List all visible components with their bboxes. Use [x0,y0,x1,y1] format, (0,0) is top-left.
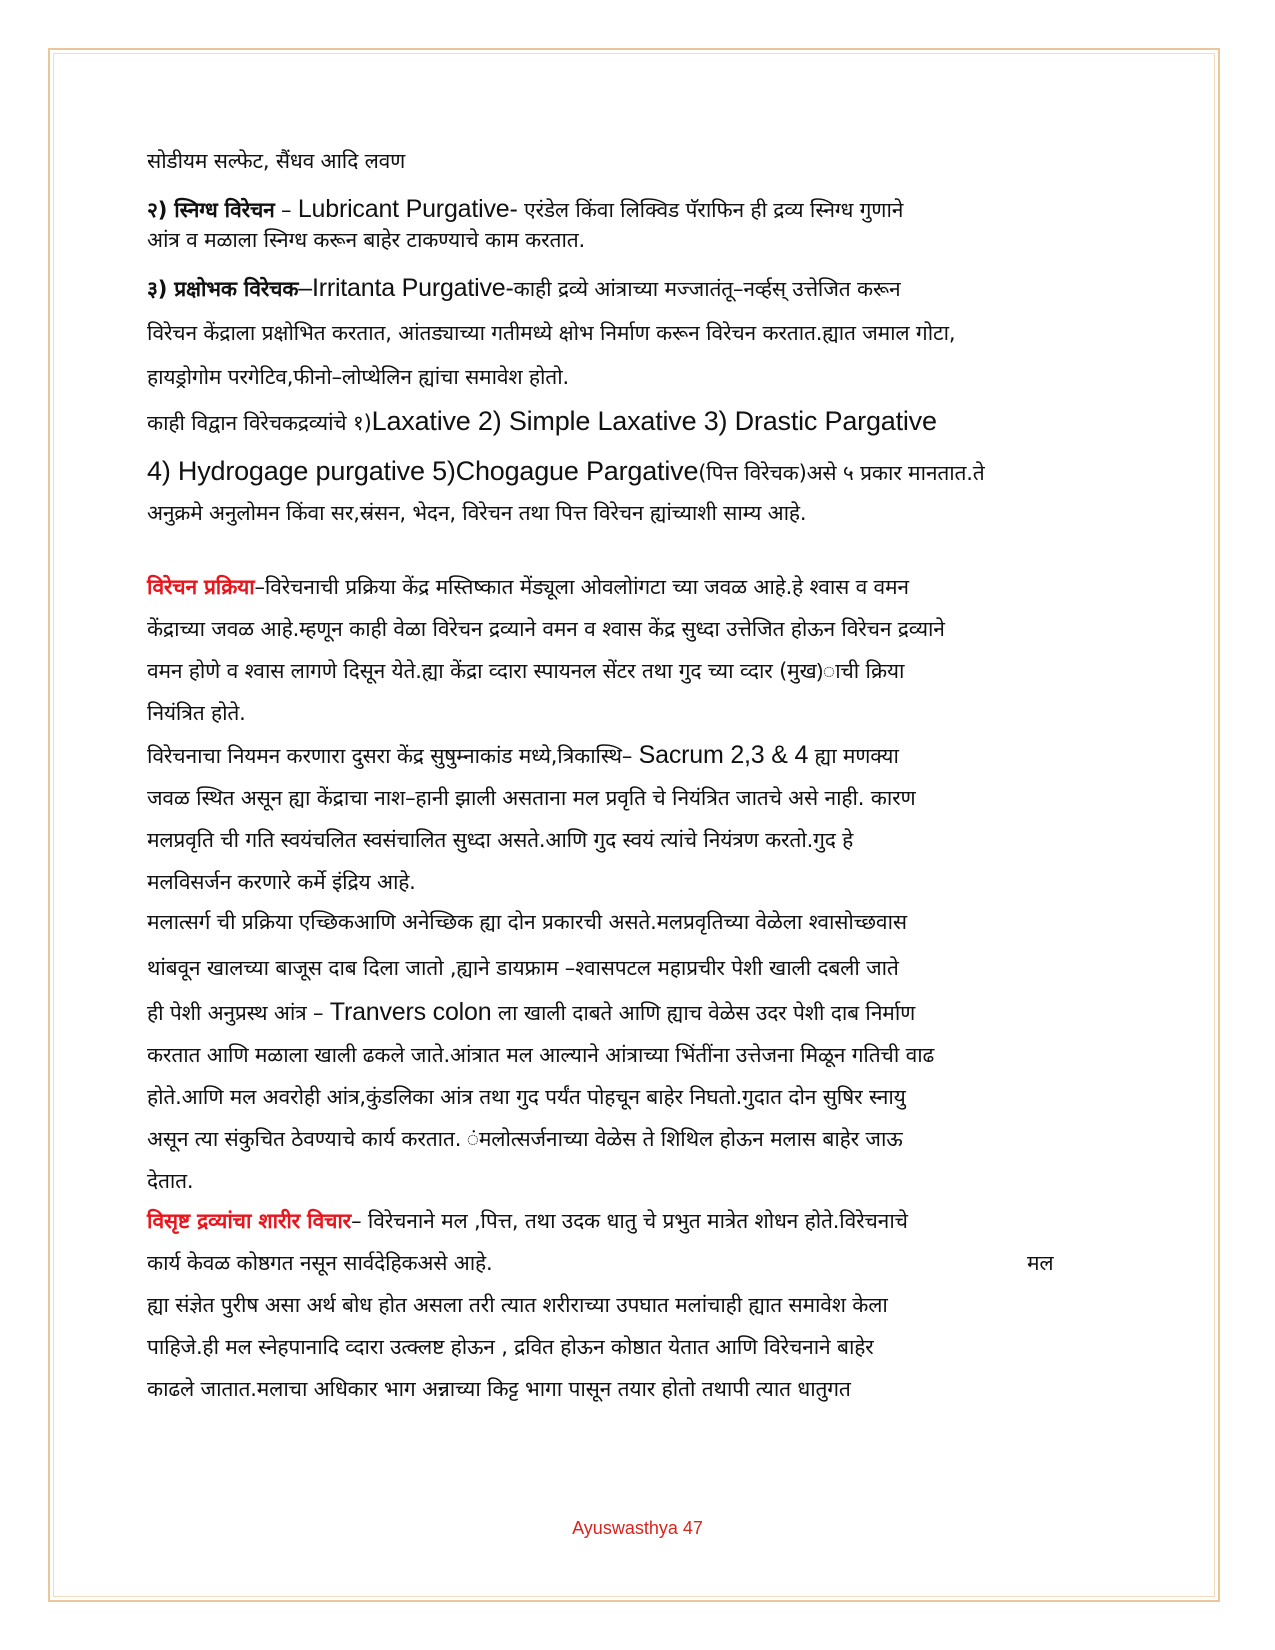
paragraph-regulation: विरेचनाचा नियमन करणारा दुसरा केंद्र सुषुम्नाकांड मध्ये,त्रिकास्थि– Sacrum 2,3 & 4 ह्या मणक्या [147,741,899,769]
text-line: आंत्र व मळाला स्निग्ध करून बाहेर टाकण्याचे काम करतात. [147,228,585,252]
text-line: ह्या संज्ञेत पुरीष असा अर्थ बोध होत असला तरी त्यात शरीराच्या उपघात मलांचाही ह्यात समावेश केला [147,1293,888,1317]
english-term: Sacrum 2,3 & 4 [638,741,809,769]
text-line: देतात. [147,1169,194,1193]
text-line: होते.आणि मल अवरोही आंत्र,कुंडलिका आंत्र तथा गुद पर्यंत पोहचून बाहेर निघतो.गुदात दोन सुषिर स्नायु [147,1085,906,1109]
paragraph-irritant: ३) प्रक्षोभक विरेचक–Irritanta Purgative-काही द्रव्ये आंत्राच्या मज्जातंतू–नर्व्हस् उत्तेजित करून [147,274,901,302]
text-line: कार्य केवळ कोष्ठगत नसून सार्वदेहिकअसे आहे. मल [147,1251,1054,1275]
text-line: जवळ स्थित असून ह्या केंद्राचा नाश–हानी झाली असताना मल प्रवृति चे नियंत्रित जातचे असे नाही. कारण [147,786,916,810]
text-line: मलविसर्जन करणारे कर्मे इंद्रिय आहे. [147,870,416,894]
item-number-heading: ३) प्रक्षोभक विरेचक [147,277,299,301]
english-term: –Irritanta Purgative- [298,274,514,302]
english-term: 4) Hydrogage purgative 5)Chogague Pargative [147,456,699,486]
paragraph-defecation: मलात्सर्ग ची प्रक्रिया एच्छिकआणि अनेच्छिक ह्या दोन प्रकारची असते.मलप्रवृतिच्या वेळेला श्वासोच्छवास [147,910,907,934]
english-term: Laxative 2) Simple Laxative 3) Drastic Pargative [371,406,937,436]
paragraph-types: काही विद्वान विरेचकद्रव्यांचे १)Laxative 2) Simple Laxative 3) Drastic Pargative [147,406,937,436]
english-term: Lubricant Purgative- [297,195,518,223]
text-line: 4) Hydrogage purgative 5)Chogague Pargative(पित्त विरेचक)असे ५ प्रकार मानतात.ते [147,456,985,486]
text-line: ही पेशी अनुप्रस्थ आंत्र – Tranvers colon ला खाली दाबते आणि ह्याच वेळेस उदर पेशी दाब निर्माण [147,998,916,1026]
page-footer: Ayuswasthya 47 [572,1518,703,1538]
section-heading: विसृष्ट द्रव्यांचा शारीर विचार [147,1209,352,1233]
text-line: पाहिजे.ही मल स्नेहपानादि व्दारा उत्क्लष्ट होऊन , द्रवित होऊन कोष्ठात येतात आणि विरेचनाने बाहेर [147,1335,874,1359]
text-line: करतात आणि मळाला खाली ढकले जाते.आंत्रात मल आल्याने आंत्राच्या भिंतींना उत्तेजना मिळून गतिची वाढ [147,1043,935,1067]
text-line: हायड्रोगोम परगेटिव,फीनो–लोप्थेलिन ह्यांचा समावेश होतो. [147,365,569,389]
text-line: असून त्या संकुचित ठेवण्याचे कार्य करतात. ंमलोत्सर्जनाच्या वेळेस ते शिथिल होऊन मलास बाहेर जाऊ [147,1127,903,1151]
section-heading: विरेचन प्रक्रिया [147,575,255,599]
text-line: काढले जातात.मलाचा अधिकार भाग अन्नाच्या किट्ट भागा पासून तयार होतो तथापी त्यात धातुगत [147,1377,851,1401]
text-line: अनुक्रमे अनुलोमन किंवा सर,स्रंसन, भेदन, विरेचन तथा पित्त विरेचन ह्यांच्याशी साम्य आहे. [147,501,807,525]
english-term: Tranvers colon [329,998,492,1026]
text-line: वमन होणे व श्वास लागणे दिसून येते.ह्या केंद्रा व्दारा स्पायनल सेंटर तथा गुद च्या व्दार (मुख)ाची क्रिया [147,659,905,683]
paragraph-waste: विसृष्ट द्रव्यांचा शारीर विचार– विरेचनाने मल ,पित्त, तथा उदक धातु चे प्रभुत मात्रेत शोधन होते.विरेचनाचे [147,1209,908,1233]
paragraph-process: विरेचन प्रक्रिया–विरेचनाची प्रक्रिया केंद्र मस्तिष्कात मेंड्यूला ओवलोांगटा च्या जवळ आहे.हे श्वास व वमन [147,575,909,599]
text-line: सोडीयम सल्फेट, सैंधव आदि लवण [147,149,406,173]
page-body [147,146,1127,1404]
item-number-heading: २) स्निग्ध विरेचन [147,198,275,222]
text-line: थांबवून खालच्या बाजूस दाब दिला जातो ,ह्याने डायफ्राम –श्वासपटल महाप्रचीर पेशी खाली दबली जाते [147,956,899,980]
text-line: नियंत्रित होते. [147,701,246,725]
text-line: मलप्रवृति ची गति स्वयंचलित स्वसंचालित सुध्दा असते.आणि गुद स्वयं त्यांचे नियंत्रण करतो.गुद हे [147,828,854,852]
paragraph-lubricant: २) स्निग्ध विरेचन – Lubricant Purgative- एरंडेल किंवा लिक्विड पॅराफिन ही द्रव्य स्निग्ध गुणाने [147,195,904,223]
text-line: विरेचन केंद्राला प्रक्षोभित करतात, आंतड्याच्या गतीमध्ये क्षोभ निर्माण करून विरेचन करतात.ह्यात जमाल गोटा, [147,321,956,345]
text-line: केंद्राच्या जवळ आहे.म्हणून काही वेळा विरेचन द्रव्याने वमन व श्वास केंद्र सुध्दा उत्तेजित होऊन विरेचन द्रव्याने [147,617,945,641]
